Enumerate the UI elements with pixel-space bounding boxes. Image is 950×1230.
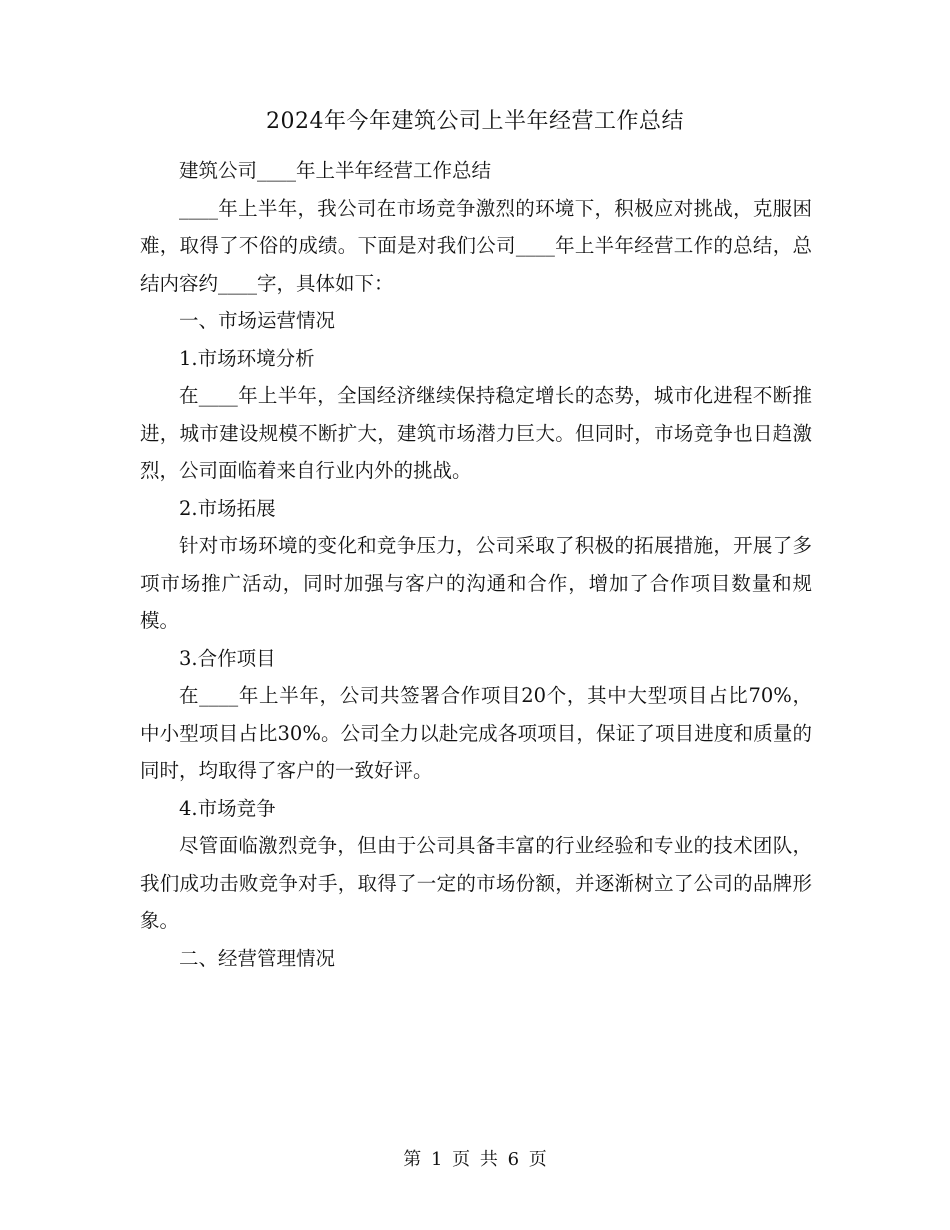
document-body <box>140 152 812 977</box>
subheading-cooperation-projects: 3.合作项目 <box>179 646 276 670</box>
paragraph-subtitle: 建筑公司____年上半年经营工作总结 <box>179 159 492 182</box>
paragraph-market-environment: 在____年上半年，全国经济继续保持稳定增长的态势，城市化进程不断推进，城市建设规模不断扩大，建筑市场潜力巨大。但同时，市场竞争也日趋激烈，公司面临着来自行业内外的挑战。 <box>140 384 812 482</box>
paragraph-cooperation-projects: 在____年上半年，公司共签署合作项目20个，其中大型项目占比70%，中小型项目占比30%。公司全力以赴完成各项项目，保证了项目进度和质量的同时，均取得了客户的一致好评。 <box>140 684 812 782</box>
paragraph-intro: ____年上半年，我公司在市场竞争激烈的环境下，积极应对挑战，克服困难，取得了不俗的成绩。下面是对我们公司____年上半年经营工作的总结，总结内容约____字，具体如下： <box>140 196 812 295</box>
subheading-market-competition: 4.市场竞争 <box>179 796 276 820</box>
paragraph-market-competition: 尽管面临激烈竞争，但由于公司具备丰富的行业经验和专业的技术团队，我们成功击败竞争对手，取得了一定的市场份额，并逐渐树立了公司的品牌形象。 <box>140 834 812 932</box>
page-number-footer: 第 1 页 共 6 页 <box>403 1149 547 1170</box>
subheading-market-expansion: 2.市场拓展 <box>179 496 276 520</box>
section-heading-market-operations: 一、市场运营情况 <box>179 309 336 332</box>
section-heading-business-management: 二、经营管理情况 <box>179 946 336 970</box>
subheading-market-environment: 1.市场环境分析 <box>179 346 315 370</box>
document-title: 2024年今年建筑公司上半年经营工作总结 <box>266 109 684 134</box>
paragraph-market-expansion: 针对市场环境的变化和竞争压力，公司采取了积极的拓展措施，开展了多项市场推广活动，同时加强与客户的沟通和合作，增加了合作项目数量和规模。 <box>140 534 812 632</box>
